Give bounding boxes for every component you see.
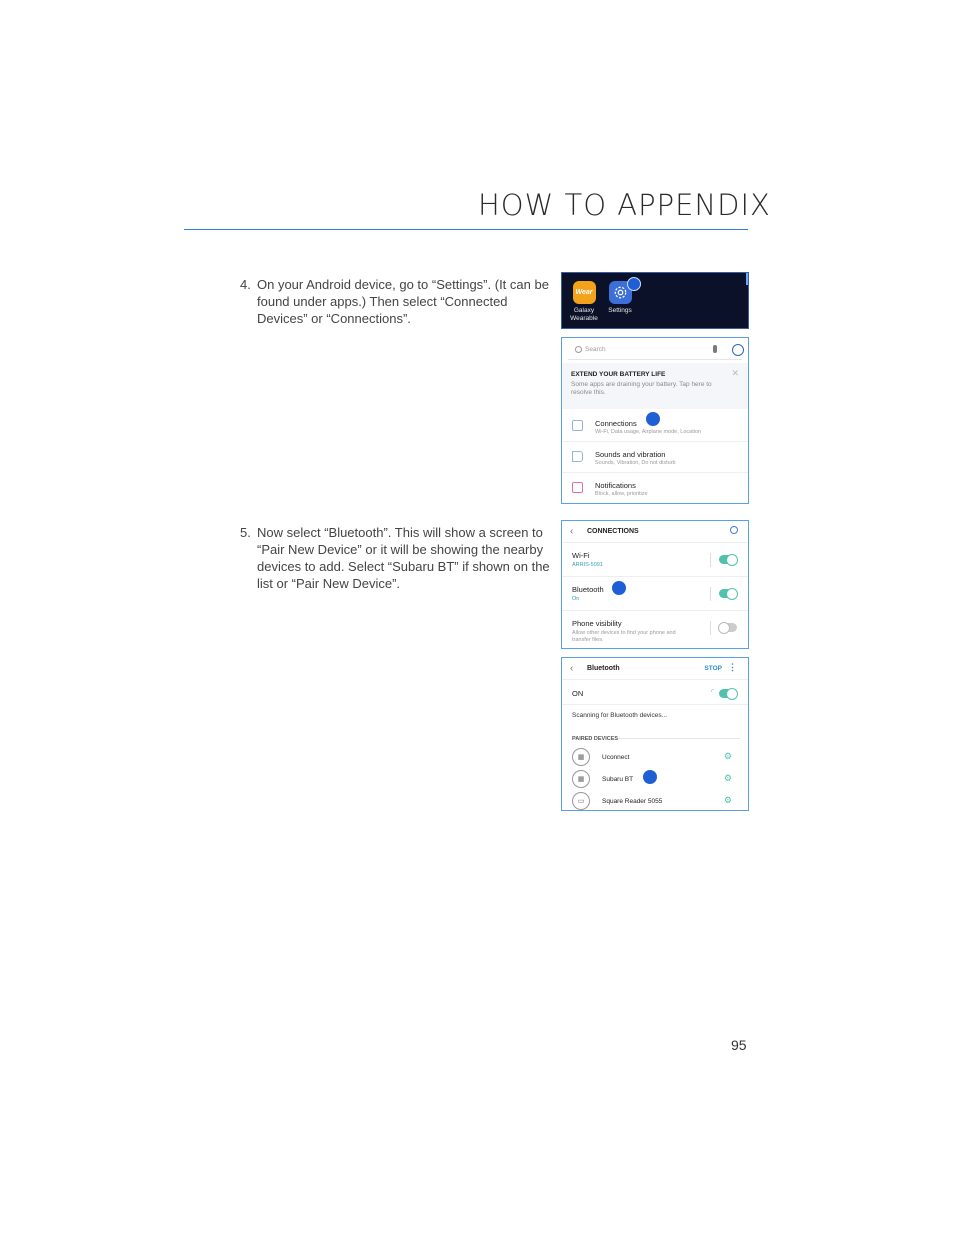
microphone-icon[interactable]	[713, 345, 717, 353]
divider	[618, 738, 740, 739]
home-screen-screenshot	[561, 272, 749, 329]
search-icon	[575, 346, 582, 353]
divider	[710, 621, 711, 635]
more-options-icon[interactable]: ⋮	[728, 662, 737, 672]
row-title: Notifications	[595, 481, 636, 490]
close-icon[interactable]: ✕	[731, 368, 739, 378]
page-number: 95	[731, 1037, 747, 1053]
step-4	[240, 276, 550, 327]
back-chevron-icon[interactable]: ‹	[570, 526, 574, 537]
connections-screenshot	[561, 520, 749, 649]
loading-spinner-icon: ◜	[710, 687, 714, 696]
settings-row-sounds[interactable]	[562, 442, 748, 473]
paired-devices-header: PAIRED DEVICES	[572, 736, 619, 742]
battery-card-desc: Some apps are draining your battery. Tap here to resolve this.	[571, 381, 712, 396]
device-name: Square Reader 5055	[602, 798, 663, 805]
wifi-toggle[interactable]	[719, 555, 737, 564]
step-text: Now select “Bluetooth”. This will show a screen to “Pair New Device” or it will be showing the nearby devices to add. Select “Subaru BT” if shown on the list or “Pair New Device”.	[257, 525, 550, 591]
account-icon[interactable]	[732, 344, 744, 356]
step-5	[240, 524, 550, 592]
callout-marker	[627, 277, 641, 291]
notifications-icon	[572, 482, 583, 493]
battery-card[interactable]	[562, 363, 748, 409]
divider	[710, 553, 711, 567]
app-label: Settings	[608, 307, 632, 314]
bluetooth-title: Bluetooth	[587, 665, 620, 672]
divider	[710, 587, 711, 601]
connections-title: CONNECTIONS	[587, 528, 639, 535]
bluetooth-screenshot	[561, 657, 749, 811]
step-number: 5.	[240, 525, 251, 540]
gear-icon[interactable]: ⚙	[723, 795, 732, 805]
device-name: Subaru BT	[602, 776, 634, 783]
device-row-square-reader[interactable]	[562, 790, 748, 811]
stop-button[interactable]: STOP	[704, 665, 722, 672]
scanning-status: Scanning for Bluetooth devices...	[572, 712, 668, 719]
callout-marker	[643, 770, 657, 784]
row-subtitle: Wi-Fi, Data usage, Airplane mode, Location	[595, 429, 702, 435]
row-title: Bluetooth	[572, 585, 604, 594]
device-grid-icon: ▦	[572, 748, 590, 766]
row-subtitle: On	[572, 596, 580, 602]
row-title: Wi-Fi	[572, 551, 590, 560]
bluetooth-toggle[interactable]	[719, 689, 737, 698]
settings-search-bar[interactable]	[568, 342, 742, 360]
device-name: Uconnect	[602, 754, 630, 761]
device-reader-icon: ▭	[572, 792, 590, 810]
device-row-uconnect[interactable]	[562, 746, 748, 768]
bluetooth-on-row[interactable]	[562, 681, 748, 705]
search-icon[interactable]	[730, 526, 738, 534]
device-grid-icon: ▦	[572, 770, 590, 788]
row-title: Sounds and vibration	[595, 450, 666, 459]
battery-card-title: EXTEND YOUR BATTERY LIFE	[571, 371, 666, 378]
header-rule	[184, 229, 748, 230]
row-title: Connections	[595, 419, 637, 428]
step-number: 4.	[240, 277, 251, 292]
row-subtitle: Sounds, Vibration, Do not disturb	[595, 460, 676, 466]
gear-icon[interactable]: ⚙	[723, 751, 732, 761]
speaker-icon	[572, 451, 583, 462]
gear-icon[interactable]: ⚙	[723, 773, 732, 783]
on-label: ON	[572, 689, 584, 698]
back-chevron-icon[interactable]: ‹	[570, 663, 574, 674]
callout-marker	[612, 581, 626, 595]
page-header-title: HOW TO APPENDIX	[478, 188, 771, 222]
app-label: Galaxy Wearable	[570, 307, 598, 322]
wear-app-icon: Wear	[573, 281, 596, 304]
bluetooth-toggle[interactable]	[719, 589, 737, 598]
connections-row-phone-visibility[interactable]	[562, 612, 748, 649]
screen-edge-marker	[746, 273, 748, 285]
bluetooth-topbar	[562, 658, 748, 680]
connections-icon	[572, 420, 583, 431]
callout-marker	[646, 412, 660, 426]
visibility-toggle[interactable]	[719, 623, 737, 632]
step-text: On your Android device, go to “Settings”. (It can be found under apps.) Then select “Connected Devices” or “Connections”.	[257, 277, 549, 326]
connections-row-wifi[interactable]	[562, 544, 748, 577]
settings-row-notifications[interactable]	[562, 473, 748, 504]
row-title: Phone visibility	[572, 619, 622, 628]
row-subtitle: Allow other devices to find your phone and transfer files.	[572, 630, 676, 643]
connections-row-bluetooth[interactable]	[562, 578, 748, 611]
connections-topbar	[562, 521, 748, 543]
row-subtitle: ARRIS-5091	[572, 562, 603, 568]
galaxy-wearable-app[interactable]	[564, 281, 604, 323]
row-subtitle: Block, allow, prioritize	[595, 491, 648, 497]
search-placeholder: Search	[585, 346, 606, 353]
settings-screenshot	[561, 337, 749, 504]
